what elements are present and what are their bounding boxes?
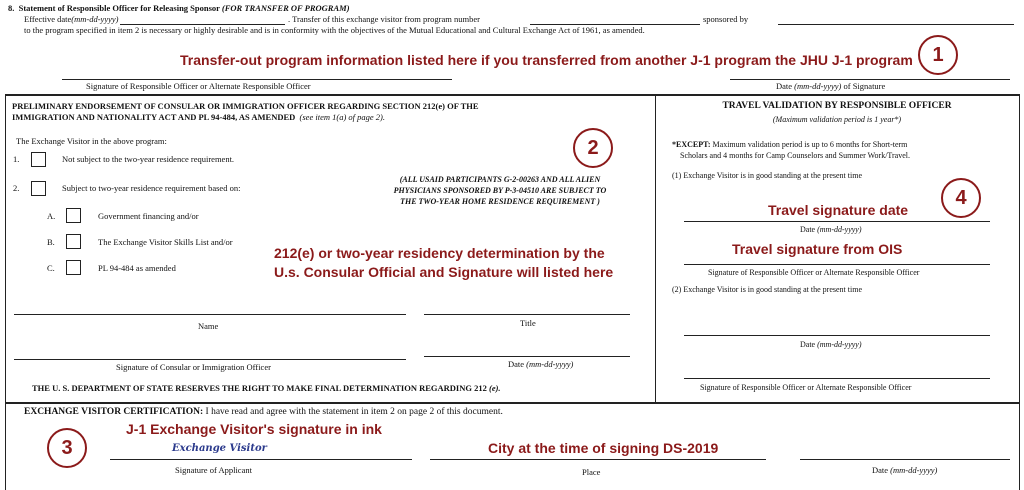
opt2-num: 2. xyxy=(13,183,20,193)
ro-signature-label: Signature of Responsible Officer or Alternate Responsible Officer xyxy=(86,81,311,91)
endorsement-title-1: PRELIMINARY ENDORSEMENT OF CONSULAR OR IMMIGRATION OFFICER REGARDING SECTION 212(e) OF THE xyxy=(12,101,479,111)
except-line-2: Scholars and 4 months for Camp Counselors and Summer Work/Travel. xyxy=(680,151,911,160)
travel-title: TRAVEL VALIDATION BY RESPONSIBLE OFFICER xyxy=(722,101,952,111)
annotation-212e-2: U.s. Consular Official and Signature will listed here xyxy=(274,264,614,280)
endorsement-title-2: IMMIGRATION AND NATIONALITY ACT AND PL 94-484, AS AMENDED (see item 1(a) of page 2). xyxy=(12,112,385,122)
travel-date-line-1[interactable] xyxy=(684,221,990,222)
travel-date-label-2: Date (mm-dd-yyyy) xyxy=(800,340,862,349)
consular-signature-line[interactable] xyxy=(14,359,406,360)
opt1-text: Not subject to the two-year residence requirement. xyxy=(62,154,235,164)
applicant-label: Signature of Applicant xyxy=(175,465,252,475)
annotation-travel-signature: Travel signature from OIS xyxy=(732,241,903,257)
marker-3: 3 xyxy=(47,428,87,468)
endorsement-intro: The Exchange Visitor in the above program: xyxy=(16,136,167,146)
certification-date-line[interactable] xyxy=(800,459,1010,460)
annotation-applicant-signature: J-1 Exchange Visitor's signature in ink xyxy=(126,421,382,437)
except-line-1: *EXCEPT: Maximum validation period is up to 6 months for Short-term xyxy=(672,140,908,149)
border-right xyxy=(1019,94,1020,490)
dos-notice: THE U. S. DEPARTMENT OF STATE RESERVES THE RIGHT TO MAKE FINAL DETERMINATION REGARDING 212 (e). xyxy=(32,383,501,393)
border-left xyxy=(5,94,6,490)
section8-title: 8. Statement of Responsible Officer for Releasing Sponsor (FOR TRANSFER OF PROGRAM) xyxy=(8,3,350,13)
travel-subtitle: (Maximum validation period is 1 year*) xyxy=(772,115,902,124)
travel-date-label-1: Date (mm-dd-yyyy) xyxy=(800,225,862,234)
usaid-note-1: (ALL USAID PARTICIPANTS G-2-00263 AND ALL ALIEN xyxy=(399,175,601,184)
subject-checkbox[interactable] xyxy=(31,181,46,196)
government-financing-checkbox[interactable] xyxy=(66,208,81,223)
subC-letter: C. xyxy=(47,263,55,273)
effective-date-label: Effective date(mm-dd-yyyy) xyxy=(24,14,119,24)
usaid-note-2: PHYSICIANS SPONSORED BY P-3-04510 ARE SUBJECT TO xyxy=(393,186,607,195)
applicant-signature-line[interactable] xyxy=(110,459,412,460)
annotation-212e-1: 212(e) or two-year residency determination by the xyxy=(274,245,605,261)
certification-date-label: Date (mm-dd-yyyy) xyxy=(872,465,938,475)
transfer-text: . Transfer of this exchange visitor from program number xyxy=(288,14,480,24)
applicant-signature-sample: Exchange Visitor xyxy=(172,443,267,454)
consular-date-line[interactable] xyxy=(424,356,630,357)
travel-signature-line-1[interactable] xyxy=(684,264,990,265)
travel-signature-label-1: Signature of Responsible Officer or Alternate Responsible Officer xyxy=(708,268,920,277)
ro-date-label: Date (mm-dd-yyyy) of Signature xyxy=(776,81,886,91)
travel-signature-label-2: Signature of Responsible Officer or Alternate Responsible Officer xyxy=(700,383,912,392)
subA-text: Government financing and/or xyxy=(98,211,199,221)
subB-text: The Exchange Visitor Skills List and/or xyxy=(98,237,233,247)
sponsored-by-label: sponsored by xyxy=(703,14,749,24)
officer-title-line[interactable] xyxy=(424,314,630,315)
divider-top xyxy=(5,94,1020,96)
usaid-note-3: THE TWO-YEAR HOME RESIDENCE REQUIREMENT ) xyxy=(400,197,600,206)
subB-letter: B. xyxy=(47,237,55,247)
annotation-transfer: Transfer-out program information listed here if you transferred from another J-1 program the JHU J-1 program xyxy=(180,52,913,68)
travel-item-2: (2) Exchange Visitor is in good standing at the present time xyxy=(672,285,862,294)
divider-bottom xyxy=(5,402,1020,404)
not-subject-checkbox[interactable] xyxy=(31,152,46,167)
pl94-484-checkbox[interactable] xyxy=(66,260,81,275)
travel-item-1: (1) Exchange Visitor is in good standing at the present time xyxy=(672,171,862,180)
divider-vertical xyxy=(655,95,656,402)
marker-4: 4 xyxy=(941,178,981,218)
opt2-text: Subject to two-year residence requirement based on: xyxy=(62,183,241,193)
title-label: Title xyxy=(520,318,536,328)
subA-letter: A. xyxy=(47,211,56,221)
ro-date-line[interactable] xyxy=(730,79,1010,80)
officer-name-line[interactable] xyxy=(14,314,406,315)
annotation-city: City at the time of signing DS-2019 xyxy=(488,440,719,456)
place-label: Place xyxy=(582,467,601,477)
place-line[interactable] xyxy=(430,459,766,460)
sponsor-field[interactable] xyxy=(778,24,1014,25)
name-label: Name xyxy=(198,321,219,331)
marker-2: 2 xyxy=(573,128,613,168)
marker-1: 1 xyxy=(918,35,958,75)
travel-signature-line-2[interactable] xyxy=(684,378,990,379)
opt1-num: 1. xyxy=(13,154,20,164)
consular-signature-label: Signature of Consular or Immigration Officer xyxy=(116,362,271,372)
ro-signature-line[interactable] xyxy=(62,79,452,80)
certification-statement: EXCHANGE VISITOR CERTIFICATION: I have read and agree with the statement in item 2 on page 2 of this document. xyxy=(24,407,503,417)
subC-text: PL 94-484 as amended xyxy=(98,263,176,273)
skills-list-checkbox[interactable] xyxy=(66,234,81,249)
conformity-text: to the program specified in item 2 is necessary or highly desirable and is in conformity with the objectives of the Mutual Educational and Cultural Exchange Act of 1961, as amended. xyxy=(24,25,645,35)
travel-date-line-2[interactable] xyxy=(684,335,990,336)
annotation-travel-date: Travel signature date xyxy=(768,202,909,218)
consular-date-label: Date (mm-dd-yyyy) xyxy=(508,359,574,369)
